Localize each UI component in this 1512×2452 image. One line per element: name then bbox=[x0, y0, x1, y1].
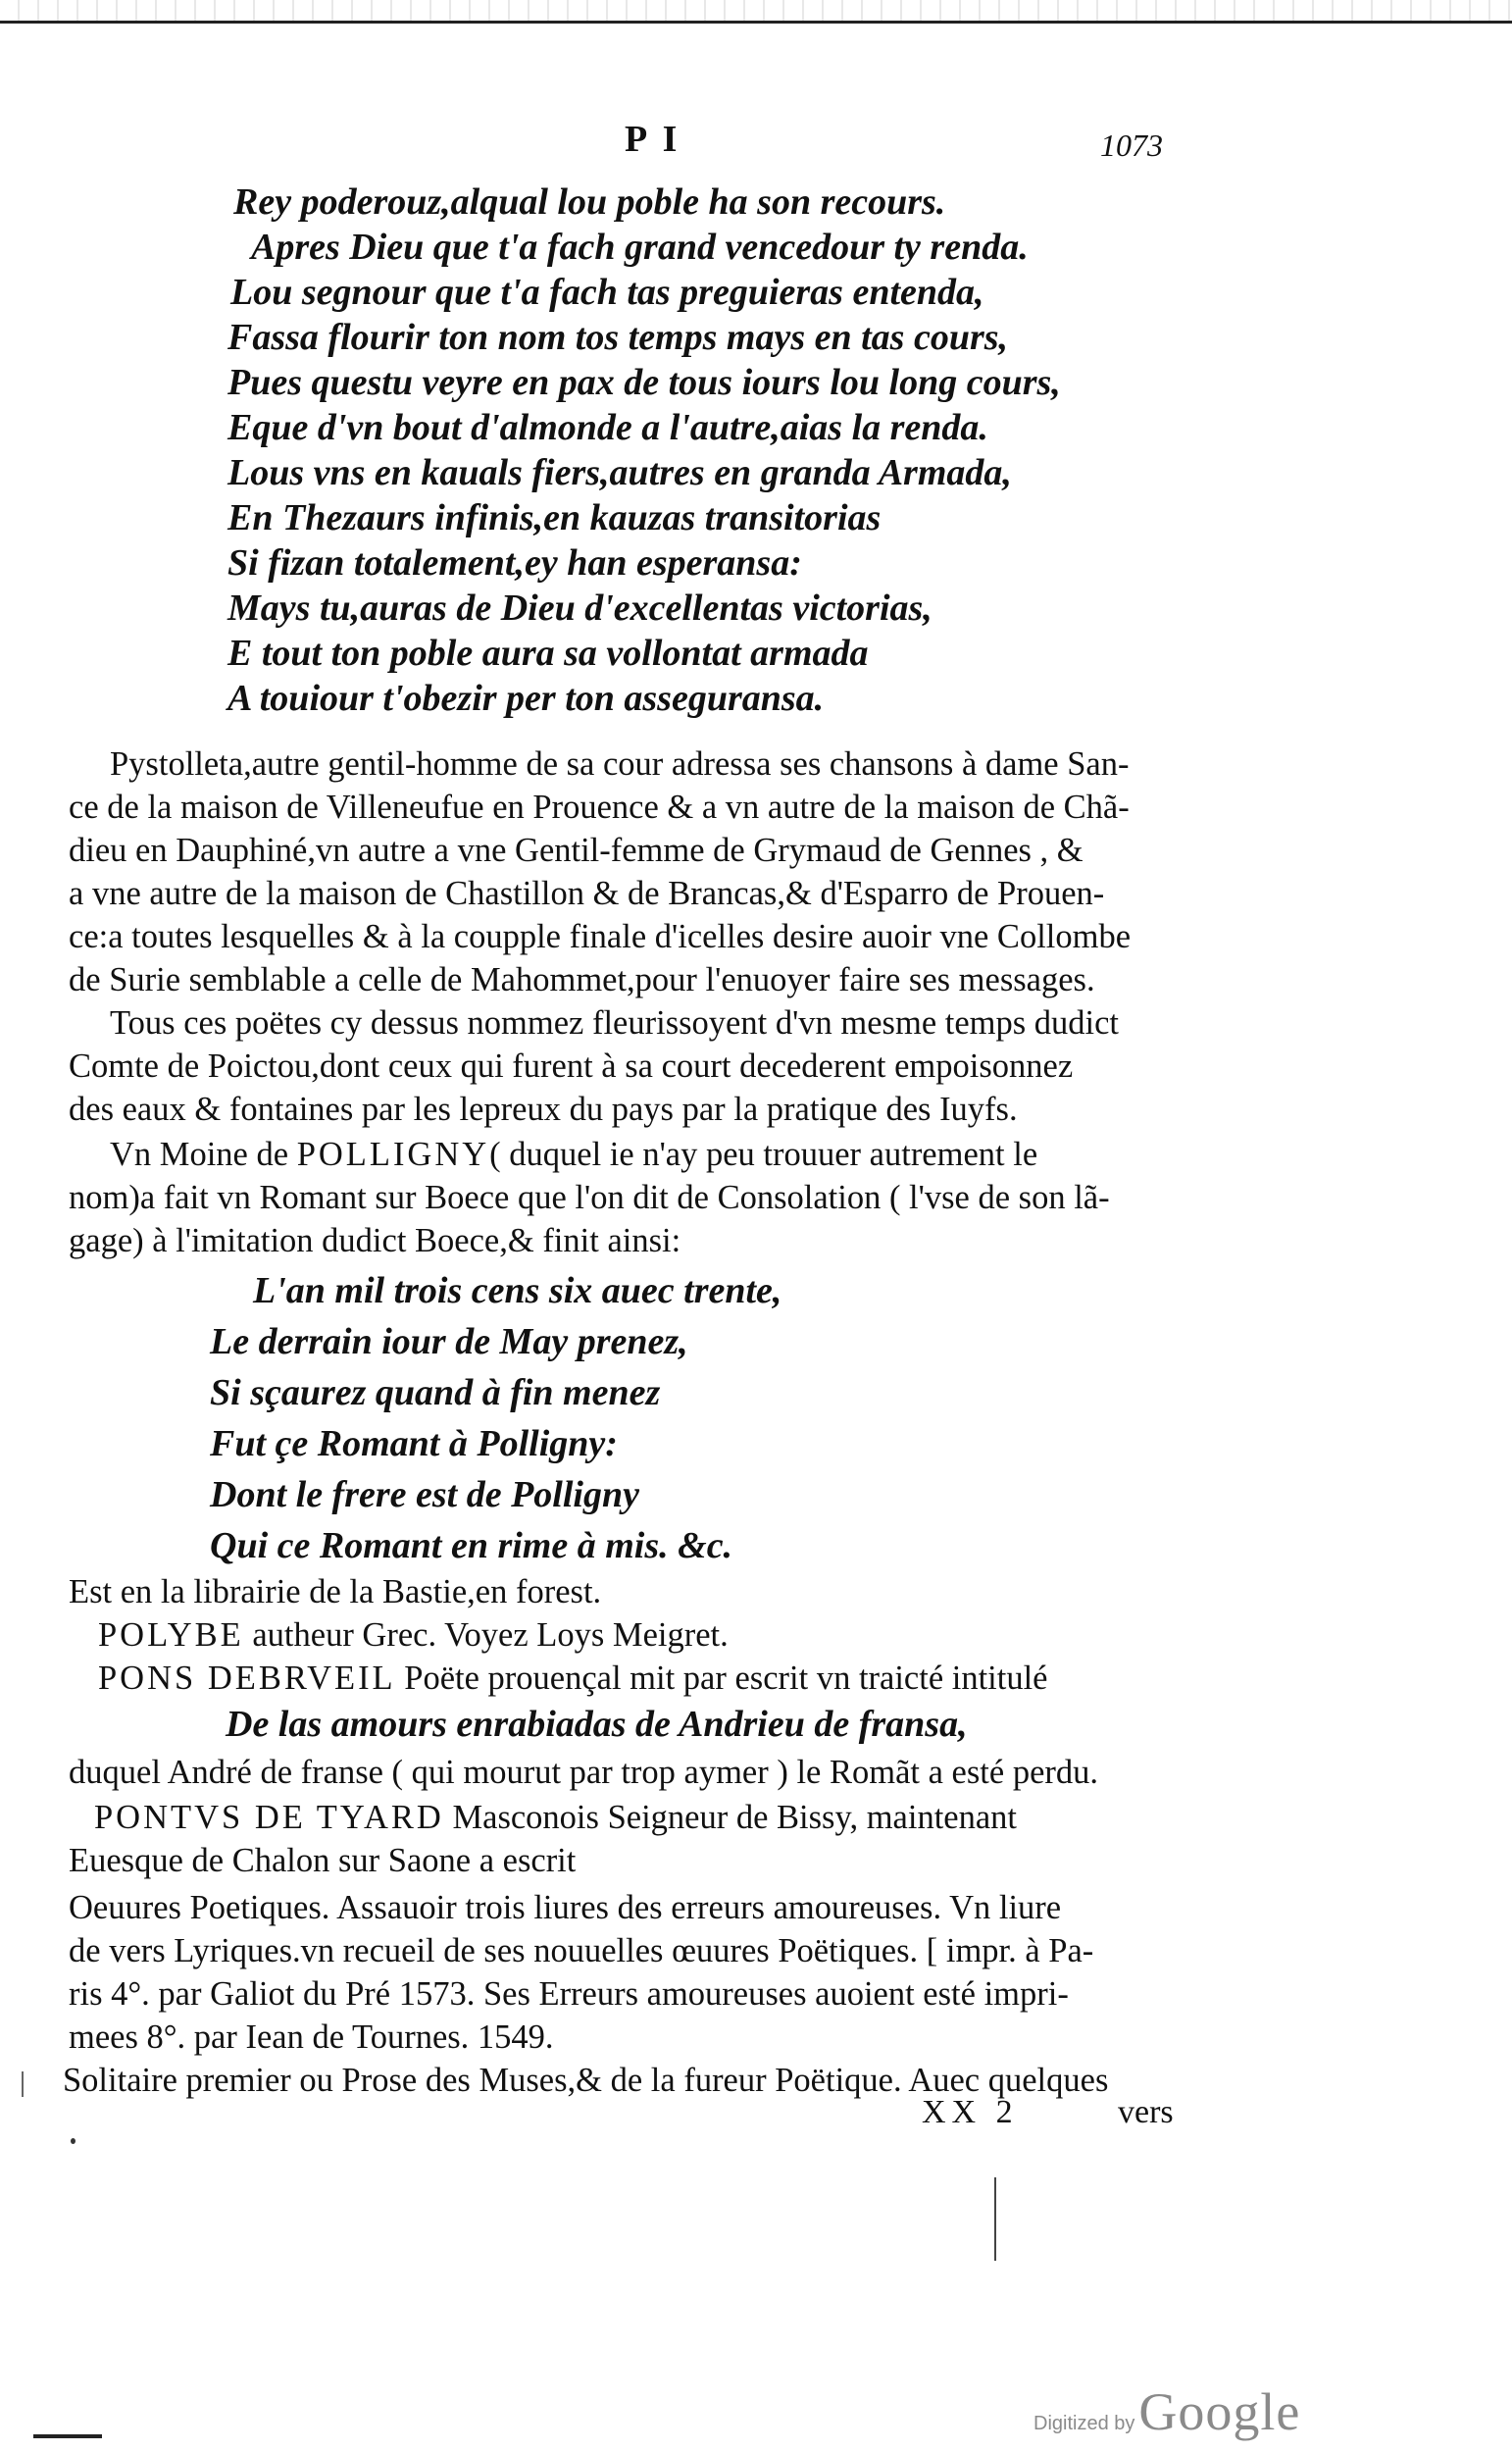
text-line bbox=[110, 1133, 1037, 1176]
text-line bbox=[98, 1657, 1048, 1700]
text-line: Solitaire premier ou Prose des Muses,& de la fureur Poëtique. Auec quelques bbox=[63, 2062, 1109, 2099]
poem-line: Mays tu,auras de Dieu d'excellentas victorias, bbox=[227, 587, 932, 629]
watermark-prefix: Digitized by bbox=[1033, 2413, 1135, 2434]
poem-line: Dont le frere est de Polligny bbox=[210, 1474, 639, 1515]
poem-line: Lous vns en kauals fiers,autres en granda Armada, bbox=[227, 452, 1012, 493]
ink-stroke bbox=[22, 2071, 24, 2097]
google-logo: Google bbox=[1138, 2382, 1301, 2441]
text-line: duquel André de franse ( qui mourut par trop aymer ) le Romãt a esté perdu. bbox=[69, 1754, 1098, 1791]
ink-stroke bbox=[994, 2177, 996, 2261]
text-line: Est en la librairie de la Bastie,en forest. bbox=[69, 1573, 602, 1610]
entry-name-pontus: PONTVS DE TYARD bbox=[94, 1799, 444, 1836]
ink-mark bbox=[33, 2434, 102, 2438]
text-run: Vn Moine de bbox=[110, 1136, 297, 1173]
entry-name-polybe: POLYBE bbox=[98, 1616, 244, 1654]
poem-line: Pues questu veyre en pax de tous iours lou long cours, bbox=[227, 362, 1061, 403]
text-line: mees 8°. par Iean de Tournes. 1549. bbox=[69, 2018, 554, 2056]
text-line: dieu en Dauphiné,vn autre a vne Gentil-femme de Grymaud de Gennes , & bbox=[69, 832, 1084, 869]
text-line: ce de la maison de Villeneufue en Prouence & a vn autre de la maison de Chã- bbox=[69, 789, 1130, 826]
text-run: ( duquel ie n'ay peu trouuer autrement le bbox=[489, 1136, 1038, 1173]
poem-line: Eque d'vn bout d'almonde a l'autre,aias la renda. bbox=[227, 407, 988, 448]
poem-line: Lou segnour que t'a fach tas preguieras entenda, bbox=[230, 272, 984, 313]
text-line: de Surie semblable a celle de Mahommet,pour l'enuoyer faire ses messages. bbox=[69, 961, 1095, 998]
text-line: gage) à l'imitation dudict Boece,& finit ainsi: bbox=[69, 1222, 681, 1259]
text-line: ce:a toutes lesquelles & à la coupple finale d'icelles desire auoir vne Collombe bbox=[69, 918, 1132, 955]
entry-polybe bbox=[98, 1613, 729, 1657]
poem-line: E tout ton poble aura sa vollontat armada bbox=[227, 633, 869, 674]
catchword: vers bbox=[1118, 2094, 1174, 2130]
text-line: des eaux & fontaines par les lepreux du pays par la pratique des Iuyfs. bbox=[69, 1091, 1018, 1128]
poem-line: A touiour t'obezir per ton asseguransa. bbox=[227, 678, 825, 719]
entry-name-polligny: POLLIGNY bbox=[296, 1136, 490, 1173]
poem-line: Rey poderouz,alqual lou poble ha son recours. bbox=[233, 181, 946, 223]
entry-text: Poëte prouençal mit par escrit vn traicté intitulé bbox=[395, 1660, 1048, 1697]
poem-line: Fut çe Romant à Polligny: bbox=[210, 1423, 618, 1464]
entry-name-pons: PONS DEBRVEIL bbox=[98, 1660, 396, 1697]
page-number: 1073 bbox=[1100, 128, 1163, 163]
entry-text: Masconois Seigneur de Bissy, maintenant bbox=[443, 1799, 1018, 1836]
poem-line: Le derrain iour de May prenez, bbox=[210, 1321, 688, 1362]
signature-mark: XX 2 bbox=[922, 2094, 1019, 2130]
text-line: a vne autre de la maison de Chastillon & de Brancas,& d'Esparro de Prouen- bbox=[69, 875, 1105, 912]
entry-text: autheur Grec. Voyez Loys Meigret. bbox=[243, 1616, 729, 1654]
poem-line: Si fizan totalement,ey han esperansa: bbox=[227, 542, 802, 584]
google-watermark bbox=[1033, 2381, 1300, 2442]
running-head: P I bbox=[625, 119, 681, 160]
text-line: ris 4°. par Galiot du Pré 1573. Ses Erreurs amoureuses auoient esté impri- bbox=[69, 1975, 1069, 2013]
text-line: Pystolleta,autre gentil-homme de sa cour adressa ses chansons à dame San- bbox=[110, 745, 1130, 783]
text-line: Tous ces poëtes cy dessus nommez fleurissoyent d'vn mesme temps dudict bbox=[110, 1004, 1120, 1042]
text-line: Oeuures Poetiques. Assauoir trois liures des erreurs amoureuses. Vn liure bbox=[69, 1889, 1062, 1926]
text-line: nom)a fait vn Romant sur Boece que l'on dit de Consolation ( l'vse de son lã- bbox=[69, 1179, 1110, 1216]
text-line bbox=[94, 1796, 1017, 1839]
text-line: Euesque de Chalon sur Saone a escrit bbox=[69, 1842, 577, 1879]
poem-line: Qui ce Romant en rime à mis. &c. bbox=[210, 1525, 733, 1566]
poem-line: Apres Dieu que t'a fach grand vencedour ty renda. bbox=[251, 227, 1029, 268]
poem-line: En Thezaurs infinis,en kauzas transitorias bbox=[227, 497, 882, 538]
text-line: de vers Lyriques.vn recueil de ses nouuelles œuures Poëtiques. [ impr. à Pa- bbox=[69, 1932, 1094, 1969]
poem-line: Fassa flourir ton nom tos temps mays en tas cours, bbox=[227, 317, 1009, 358]
text-line: Comte de Poictou,dont ceux qui furent à sa court decederent empoisonnez bbox=[69, 1047, 1074, 1085]
work-title: De las amours enrabiadas de Andrieu de fransa, bbox=[226, 1704, 968, 1745]
poem-line: Si sçaurez quand à fin menez bbox=[210, 1372, 661, 1413]
poem-line: L'an mil trois cens six auec trente, bbox=[253, 1270, 782, 1311]
ink-speck bbox=[71, 2138, 76, 2144]
